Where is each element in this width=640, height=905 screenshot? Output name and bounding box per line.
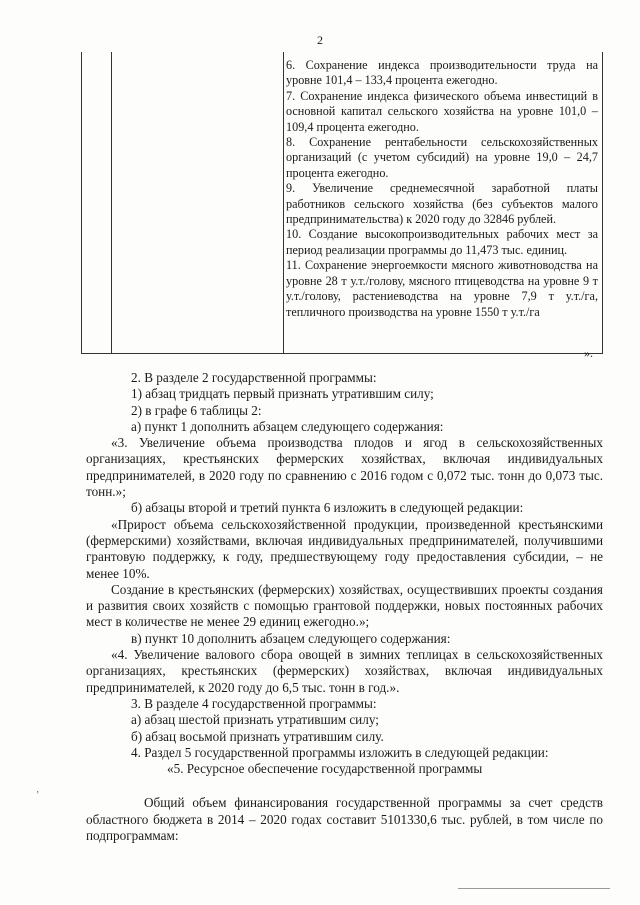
paragraph: «4. Увеличение валового сбора овощей в зимних теплицах в сельскохозяйственных организациях, крестьянских (фермерских) хозяйствах, включая индивидуальных предпринимателей, к 2020 году до 6,5 тыс. тонн в год.». — [86, 647, 603, 695]
paragraph: б) абзацы второй и третий пункта 6 изложить в следующей редакции: — [131, 500, 524, 516]
table-column-number — [82, 52, 112, 353]
paragraph: 2. В разделе 2 государственной программы: — [131, 370, 377, 385]
table-item: 6. Сохранение индекса производительности труда на уровне 101,4 – 133,4 процента ежегодно. — [286, 58, 598, 88]
paragraph: Общий объем финансирования государственной программы за счет средств областного бюджета в 2014 – 2020 годах составит 5101330,6 тыс. рублей, в том числе по подпрограммам: — [86, 795, 603, 844]
paragraph: а) пункт 1 дополнить абзацем следующего содержания: — [131, 418, 444, 434]
footer-rule — [458, 888, 610, 889]
table-item: 10. Создание высокопроизводительных рабочих мест за период реализации программы до 11,473 тыс. единиц. — [286, 227, 598, 257]
table-closing-quote: ». — [584, 346, 593, 360]
table-item: 11. Сохранение энергоемкости мясного животноводства на уровне 28 т у.т./голову, мясного птицеводства на уровне 9 т у.т./голову, растениеводства на уровне 7,9 т у.т./га, тепличного производства на уровне 1550 т у.т./га — [286, 258, 598, 319]
table-item: 7. Сохранение индекса физического объема инвестиций в основной капитал сельского хозяйства на уровне 101,0 – 109,4 процента ежегодно. — [286, 88, 598, 134]
continuation-table — [81, 52, 603, 354]
paragraph: 3. В разделе 4 государственной программы: — [131, 695, 377, 711]
paragraph: в) пункт 10 дополнить абзацем следующего содержания: — [131, 630, 451, 646]
margin-mark: ’ — [36, 790, 40, 801]
section-heading: «5. Ресурсное обеспечение государственной программы — [167, 761, 483, 777]
paragraph: 4. Раздел 5 государственной программы изложить в следующей редакции: — [131, 744, 549, 760]
table-column-indicators — [286, 58, 598, 320]
paragraph: б) абзац восьмой признать утратившим силу. — [131, 728, 384, 744]
table-item: 9. Увеличение среднемесячной заработной платы работников сельского хозяйства (без субъектов малого предпринимательства) к 2020 году до 32846 рублей. — [286, 181, 598, 227]
paragraph: «Прирост объема сельскохозяйственной продукции, произведенной крестьянскими (фермерскими) хозяйствами, включая индивидуальных предпринимателей, получившими грантовую поддержку, к году, предшествующему году предоставления субсидии, – не менее 10%. — [86, 516, 603, 581]
paragraph: 1) абзац тридцать первый признать утратившим силу; — [131, 386, 434, 402]
paragraph: а) абзац шестой признать утратившим силу; — [131, 712, 379, 728]
page-number: 2 — [317, 33, 323, 47]
document-body — [86, 370, 603, 844]
table-column-name — [112, 52, 284, 353]
table-item: 8. Сохранение рентабельности сельскохозяйственных организаций (с учетом субсидий) на уровне 19,0 – 24,7 процента ежегодно. — [286, 135, 598, 180]
paragraph: 2) в графе 6 таблицы 2: — [131, 402, 262, 418]
paragraph: «3. Увеличение объема производства плодов и ягод в сельскохозяйственных организациях, крестьянских фермерских хозяйствах, включая индивидуальных предпринимателей, в 2020 году по сравнению с 2016 годом с 0,072 тыс. тонн до 0,073 тыс. тонн.»; — [86, 435, 603, 500]
paragraph: Создание в крестьянских (фермерских) хозяйствах, осуществивших проекты создания и развития своих хозяйств с помощью грантовой поддержки, новых постоянных рабочих мест в количестве не менее 29 единиц ежегодно.»; — [86, 581, 603, 630]
